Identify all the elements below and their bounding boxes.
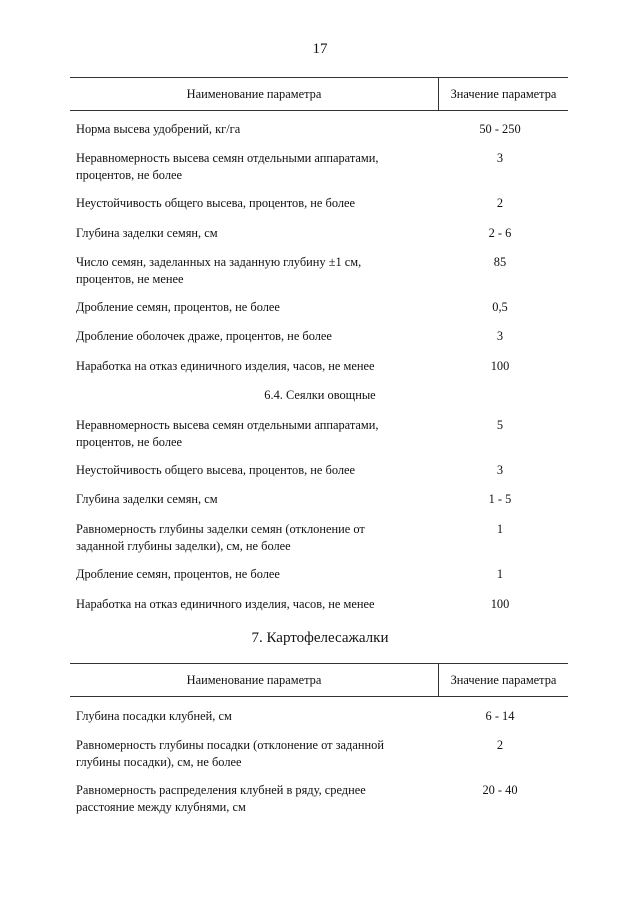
value-cell: 3 <box>496 463 504 477</box>
value-cell: 0,5 <box>492 300 508 314</box>
header-param: Наименование параметра <box>70 664 439 696</box>
param-cell: Неравномерность высева семян отдельными аппаратами, процентов, не более <box>76 418 379 449</box>
param-cell: Наработка на отказ единичного изделия, часов, не менее <box>76 359 375 373</box>
value-cell: 1 <box>496 567 504 581</box>
table-header <box>70 663 568 697</box>
subsection-title: 6.4. Сеялки овощные <box>264 388 376 402</box>
value-cell: 1 - 5 <box>488 492 512 506</box>
param-cell: Дробление оболочек драже, процентов, не более <box>76 329 332 343</box>
param-cell: Неустойчивость общего высева, процентов, не более <box>76 196 356 210</box>
value-cell: 100 <box>490 359 510 373</box>
param-cell: Наработка на отказ единичного изделия, часов, не менее <box>76 597 375 611</box>
param-cell: Неравномерность высева семян отдельными аппаратами, процентов, не более <box>76 151 379 182</box>
header-param: Наименование параметра <box>70 78 439 110</box>
value-cell: 6 - 14 <box>485 709 515 723</box>
table-header <box>70 77 568 111</box>
param-cell: Равномерность глубины посадки (отклонение от заданной глубины посадки), см, не более <box>76 738 384 769</box>
param-cell: Дробление семян, процентов, не более <box>76 300 280 314</box>
page-number: 17 <box>312 41 328 57</box>
header-value: Значение параметра <box>450 673 557 687</box>
param-cell: Глубина заделки семян, см <box>76 492 218 506</box>
param-cell: Равномерность распределения клубней в ряду, среднее расстояние между клубнями, см <box>76 783 366 814</box>
param-cell: Дробление семян, процентов, не более <box>76 567 280 581</box>
param-cell: Норма высева удобрений, кг/га <box>76 122 241 136</box>
param-cell: Глубина посадки клубней, см <box>76 709 232 723</box>
value-cell: 2 <box>496 196 504 210</box>
param-cell: Равномерность глубины заделки семян (отклонение от заданной глубины заделки), см, не более <box>76 522 365 553</box>
value-cell: 85 <box>493 255 507 269</box>
header-value: Значение параметра <box>450 87 557 101</box>
param-cell: Неустойчивость общего высева, процентов, не более <box>76 463 356 477</box>
value-cell: 1 <box>496 522 504 536</box>
value-cell: 3 <box>496 151 504 165</box>
param-cell: Число семян, заделанных на заданную глубину ±1 см, процентов, не менее <box>76 255 362 286</box>
value-cell: 3 <box>496 329 504 343</box>
value-cell: 50 - 250 <box>479 122 521 136</box>
value-cell: 5 <box>496 418 504 432</box>
value-cell: 20 - 40 <box>482 783 518 797</box>
value-cell: 2 <box>496 738 504 752</box>
param-cell: Глубина заделки семян, см <box>76 226 218 240</box>
value-cell: 100 <box>490 597 510 611</box>
section-title: 7. Картофелесажалки <box>251 630 389 646</box>
value-cell: 2 - 6 <box>488 226 512 240</box>
